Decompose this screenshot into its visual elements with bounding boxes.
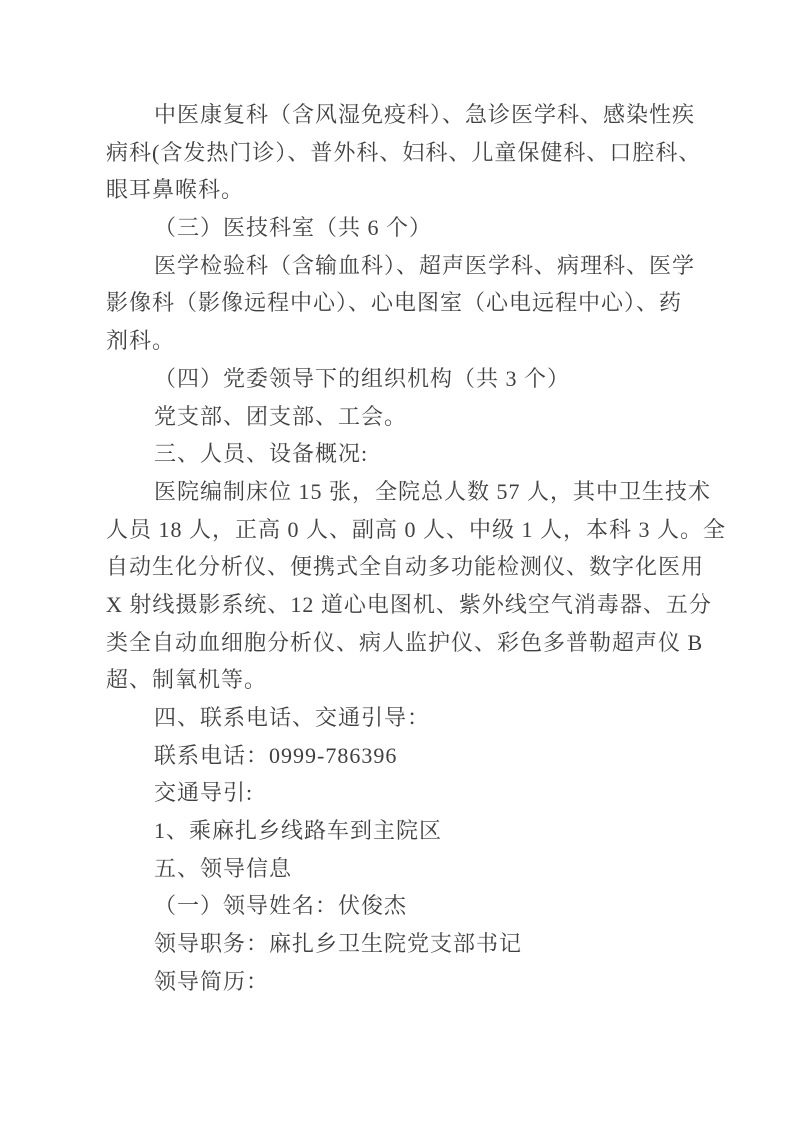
doc-line-staff-equipment-3: 自动生化分析仪、便携式全自动多功能检测仪、数字化医用 bbox=[106, 554, 705, 580]
doc-line-heading-staff-equipment: 三、人员、设备概况: bbox=[154, 441, 369, 467]
doc-line-contact-phone: 联系电话：0999-786396 bbox=[154, 742, 398, 768]
doc-line-dept-clinical-cont-2: 病科(含发热门诊）、普外科、妇科、儿童保健科、口腔科、 bbox=[106, 139, 702, 165]
document-body bbox=[106, 96, 727, 1001]
doc-line-dept-clinical-cont-3: 眼耳鼻喉科。 bbox=[106, 177, 245, 203]
doc-line-transport-guide-label: 交通导引: bbox=[154, 780, 254, 806]
doc-line-party-orgs-list: 党支部、团支部、工会。 bbox=[154, 403, 408, 429]
doc-line-medtech-list-2: 影像科（影像远程中心）、心电图室（心电远程中心）、药 bbox=[106, 290, 683, 316]
doc-line-staff-equipment-1: 医院编制床位 15 张，全院总人数 57 人，其中卫生技术 bbox=[154, 478, 712, 504]
doc-line-leader-name: （一）领导姓名：伏俊杰 bbox=[154, 893, 408, 919]
doc-line-leader-resume-label: 领导简历： bbox=[154, 968, 270, 994]
doc-line-staff-equipment-6: 超、制氧机等。 bbox=[106, 667, 268, 693]
doc-line-dept-clinical-cont-1: 中医康复科（含风湿免疫科）、急诊医学科、感染性疾 bbox=[154, 102, 696, 127]
doc-line-medtech-list-1: 医学检验科（含输血科）、超声医学科、病理科、医学 bbox=[154, 252, 696, 278]
doc-line-staff-equipment-4: X 射线摄影系统、12 道心电图机、紫外线空气消毒器、五分 bbox=[106, 591, 712, 617]
doc-line-staff-equipment-2: 人员 18 人，正高 0 人、副高 0 人、中级 1 人，本科 3 人。全 bbox=[106, 516, 727, 542]
doc-line-heading-contact-transport: 四、联系电话、交通引导： bbox=[154, 705, 431, 730]
doc-line-staff-equipment-5: 类全自动血细胞分析仪、病人监护仪、彩色多普勒超声仪 B bbox=[106, 629, 704, 655]
doc-line-heading-leader-info: 五、领导信息 bbox=[154, 855, 293, 881]
doc-line-transport-route-1: 1、乘麻扎乡线路车到主院区 bbox=[154, 818, 443, 844]
doc-line-heading-medtech-depts: （三）医技科室（共 6 个） bbox=[154, 215, 433, 241]
doc-line-heading-party-orgs: （四）党委领导下的组织机构（共 3 个） bbox=[154, 365, 571, 391]
doc-line-medtech-list-3: 剂科。 bbox=[106, 328, 176, 354]
doc-line-leader-title: 领导职务：麻扎乡卫生院党支部书记 bbox=[154, 931, 523, 957]
